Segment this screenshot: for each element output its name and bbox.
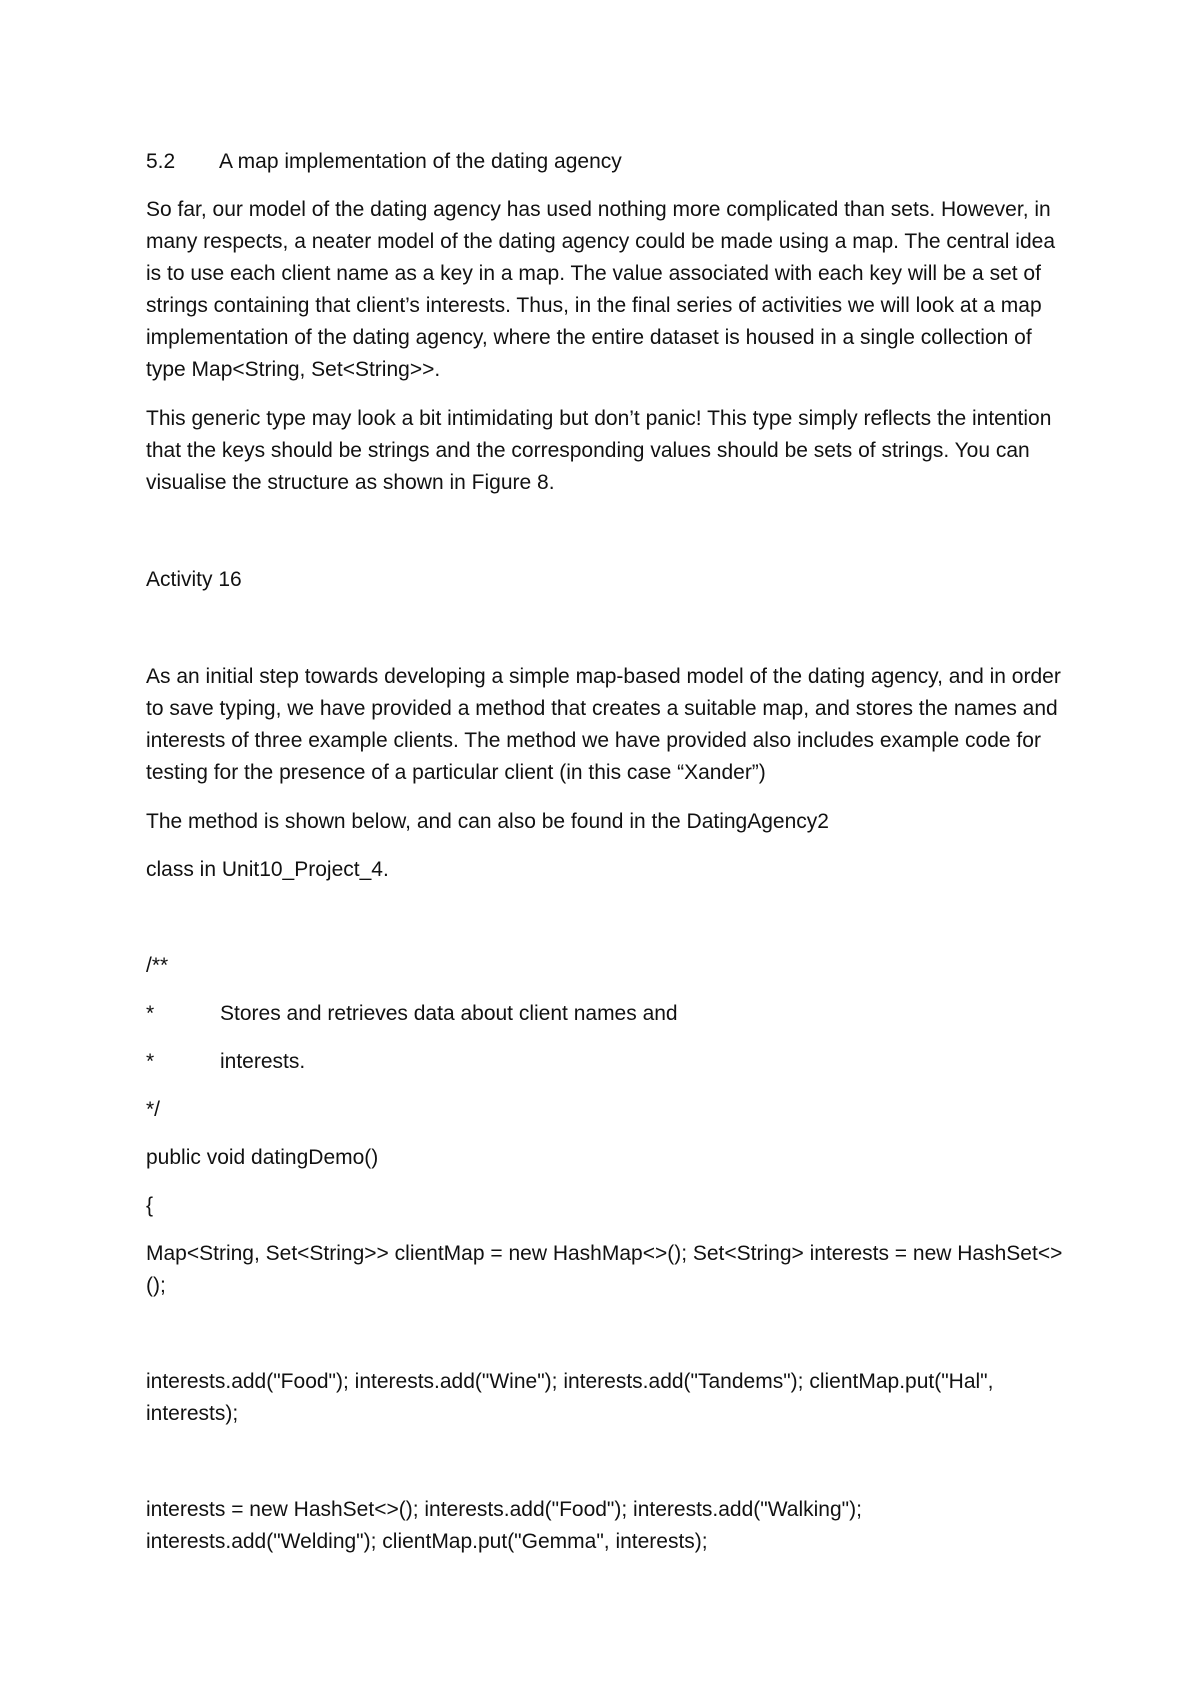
paragraph-generic-type: This generic type may look a bit intimidating but don’t panic! This type simply reflects the intention that the keys should be strings and the corresponding values should be sets of strings. You can visualise the structure as shown in Figure 8. [146, 407, 1052, 494]
code-declarations: Map<String, Set<String>> clientMap = new HashMap<>(); Set<String> interests = new HashSet<>(); [146, 1242, 1063, 1297]
code-comment-text: Stores and retrieves data about client names and [220, 1002, 678, 1025]
code-comment-open-text: /** [146, 954, 169, 977]
code-method-signature [146, 1142, 1066, 1174]
code-comment-open [146, 950, 1066, 982]
code-comment-text: interests. [220, 1050, 306, 1073]
code-gemma-interests: interests = new HashSet<>(); interests.add("Food"); interests.add("Walking"); interests.add("Welding"); clientMap.put("Gemma", interests); [146, 1498, 862, 1553]
activity-title: Activity 16 [146, 568, 242, 591]
section-title: A map implementation of the dating agency [219, 150, 622, 173]
code-brace-open [146, 1190, 1066, 1222]
activity-method-note: The method is shown below, and can also be found in the DatingAgency2 [146, 810, 829, 833]
code-comment-star: * [146, 1050, 155, 1073]
code-comment-star: * [146, 1002, 155, 1025]
code-comment-line [146, 1046, 1066, 1078]
activity-paragraph: As an initial step towards developing a simple map-based model of the dating agency, and in order to save typing, we have provided a method that creates a suitable map, and stores the names and interests of three example clients. The method we have provided also includes example code for testing for the presence of a particular client (in this case “Xander”) [146, 665, 1061, 784]
code-comment-close-text: */ [146, 1098, 161, 1121]
code-hal-interests: interests.add("Food"); interests.add("Wine"); interests.add("Tandems"); clientMap.put("Hal", interests); [146, 1370, 994, 1425]
code-comment-close [146, 1094, 1066, 1126]
code-brace-text: { [146, 1194, 154, 1217]
activity-class-note: class in Unit10_Project_4. [146, 858, 389, 881]
section-heading [146, 146, 1066, 178]
code-comment-line [146, 998, 1066, 1030]
section-number: 5.2 [146, 150, 176, 173]
paragraph-intro: So far, our model of the dating agency has used nothing more complicated than sets. However, in many respects, a neater model of the dating agency could be made using a map. The central idea is to use each client name as a key in a map. The value associated with each key will be a set of strings containing that client’s interests. Thus, in the final series of activities we will look at a map implementation of the dating agency, where the entire dataset is housed in a single collection of type Map<String, Set<String>>. [146, 198, 1055, 381]
code-signature-text: public void datingDemo() [146, 1146, 379, 1169]
